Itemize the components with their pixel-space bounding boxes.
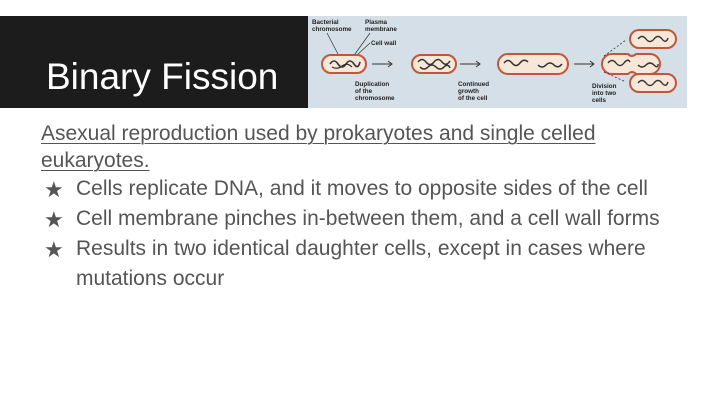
- label-cell-wall: Cell wall: [371, 40, 397, 47]
- daughter-cell-bottom: [630, 74, 676, 92]
- bullet-item: [41, 204, 681, 234]
- bullet-text: Cell membrane pinches in-between them, and a cell wall forms: [76, 207, 660, 230]
- label-bacterial-chromosome-2: chromosome: [312, 26, 352, 33]
- label-division-2: into two: [592, 90, 617, 97]
- pointer-line: [327, 33, 339, 56]
- bullet-item: [41, 234, 681, 294]
- label-duplication-2: of the: [355, 88, 373, 95]
- cell-stage-3: [498, 54, 568, 74]
- label-continued-growth-3: of the cell: [458, 95, 488, 102]
- arrow-icon: [372, 61, 392, 67]
- pointer-line: [355, 33, 370, 54]
- label-continued-growth-1: Continued: [458, 81, 490, 88]
- binary-fission-diagram: [308, 16, 687, 108]
- slide-title: Binary Fission: [46, 56, 279, 97]
- label-division-1: Division: [592, 83, 617, 90]
- label-division-3: cells: [592, 97, 607, 104]
- label-plasma-membrane-1: Plasma: [365, 19, 388, 26]
- bullet-text: Results in two identical daughter cells, except in cases where mutations occur: [76, 237, 646, 290]
- cell-stage-4: [602, 54, 660, 74]
- arrow-icon: [574, 61, 594, 67]
- star-icon: ★: [44, 207, 64, 232]
- bullet-text: Cells replicate DNA, and it moves to opposite sides of the cell: [76, 177, 648, 200]
- bullet-item: [41, 174, 681, 204]
- star-icon: ★: [44, 237, 64, 262]
- label-continued-growth-2: growth: [458, 88, 479, 95]
- label-plasma-membrane-2: membrane: [365, 26, 397, 33]
- cell-stage-1: [322, 55, 366, 73]
- label-bacterial-chromosome-1: Bacterial: [312, 19, 339, 26]
- label-duplication-3: chromosome: [355, 95, 395, 102]
- star-icon: ★: [44, 177, 64, 202]
- daughter-cell-top: [630, 30, 676, 48]
- label-duplication-1: Duplication: [355, 81, 390, 88]
- bullet-list: [41, 174, 681, 294]
- intro-text: Asexual reproduction used by prokaryotes and single celled eukaryotes.: [41, 122, 596, 172]
- cell-stage-2: [412, 55, 456, 73]
- arrow-icon: [460, 61, 480, 67]
- slide-body: [41, 120, 681, 294]
